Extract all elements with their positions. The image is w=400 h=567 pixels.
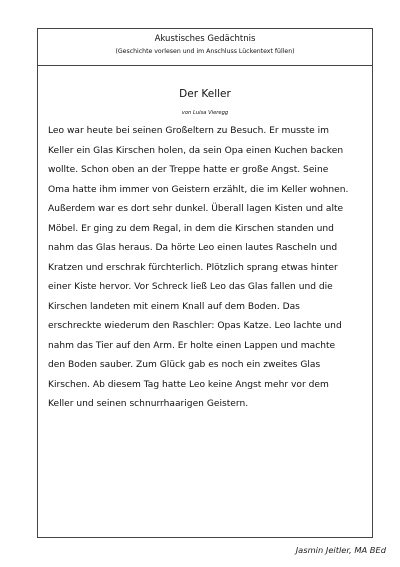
- story-line: erschreckte wiederum den Raschler: Opas Katze. Leo lachte und: [48, 321, 342, 331]
- header-title: Akustisches Gedächtnis: [154, 34, 256, 44]
- story-line: Kirschen. Ab diesem Tag hatte Leo keine Angst mehr vor dem: [48, 379, 329, 390]
- story-line: nahm das Glas heraus. Da hörte Leo einen lautes Rascheln und: [48, 243, 338, 253]
- story-line: Möbel. Er ging zu dem Regal, in dem die Kirschen standen und: [48, 223, 334, 234]
- story-line: den Boden sauber. Zum Glück gab es noch ein zweites Glas: [48, 360, 321, 370]
- story-title: Der Keller: [179, 88, 231, 100]
- story-line: Außerdem war es dort sehr dunkel. Überall lagen Kisten und alte: [48, 204, 344, 214]
- worksheet-frame: [37, 28, 373, 538]
- story-line: Kirschen landeten mit einem Knall auf dem Boden. Das: [48, 301, 300, 312]
- story-line: nahm das Tier auf den Arm. Er holte einen Lappen und machte: [48, 340, 336, 351]
- story-line: Keller ein Glas Kirschen holen, da sein Opa einen Kuchen backen: [48, 145, 344, 156]
- story-line: einer Kiste hervor. Vor Schreck ließ Leo das Glas fallen und die: [48, 282, 333, 292]
- author-signature: Jasmin Jeitler, MA BEd: [295, 545, 386, 555]
- story-line: Oma hatte ihm immer von Geistern erzählt, die im Keller wohnen.: [48, 184, 349, 195]
- story-line: wollte. Schon oben an der Treppe hatte er große Angst. Seine: [48, 165, 329, 175]
- header-subtitle: (Geschichte vorlesen und im Anschluss Lückentext füllen): [115, 48, 295, 55]
- worksheet-header: [38, 29, 372, 66]
- story-line: Leo war heute bei seinen Großeltern zu Besuch. Er musste im: [48, 126, 330, 136]
- story-author: von Luisa Vieregg: [181, 110, 229, 116]
- story-line: Keller und seinen schnurrhaarigen Geistern.: [48, 399, 249, 409]
- story-text: [48, 122, 368, 415]
- story-line: Kratzen und erschrak fürchterlich. Plötzlich sprang etwas hinter: [48, 262, 338, 273]
